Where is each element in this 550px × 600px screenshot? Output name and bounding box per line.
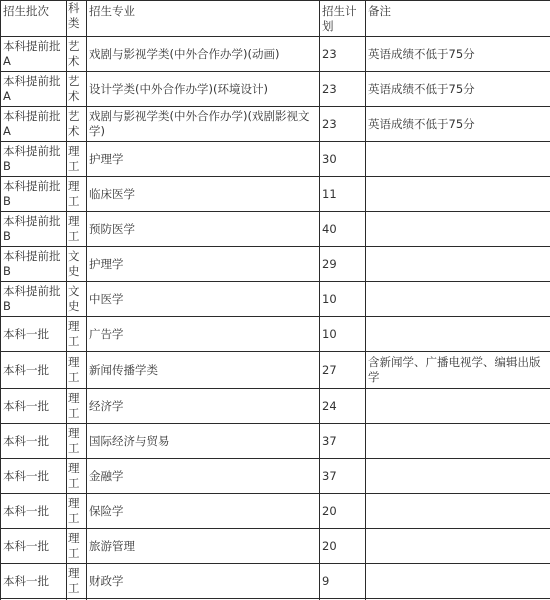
cell-plan: 23 [320, 72, 366, 107]
cell-batch: 本科提前批A [1, 72, 67, 107]
cell-category-text: 理工 [68, 179, 80, 208]
cell-note [366, 317, 550, 352]
cell-note [366, 247, 550, 282]
cell-category [67, 389, 87, 424]
table-row [1, 352, 550, 389]
table-row [1, 247, 550, 282]
cell-category [67, 317, 87, 352]
cell-category [67, 459, 87, 494]
cell-batch: 本科提前批A [1, 37, 67, 72]
cell-major: 保险学 [87, 494, 320, 529]
cell-category-text: 艺术 [68, 74, 80, 103]
cell-category [67, 177, 87, 212]
header-major: 招生专业 [87, 1, 320, 37]
cell-category [67, 212, 87, 247]
cell-plan: 29 [320, 247, 366, 282]
header-category-text: 科类 [68, 1, 80, 30]
cell-plan: 24 [320, 389, 366, 424]
cell-batch: 本科提前批A [1, 107, 67, 142]
cell-plan: 9 [320, 564, 366, 599]
cell-category-text: 理工 [68, 391, 80, 420]
cell-category-text: 理工 [68, 531, 80, 560]
cell-major: 经济学 [87, 389, 320, 424]
table-row [1, 107, 550, 142]
table-row [1, 37, 550, 72]
cell-category-text: 文史 [68, 284, 80, 313]
header-category [67, 1, 87, 37]
table-row [1, 564, 550, 599]
cell-category-text: 理工 [68, 319, 80, 348]
table-row [1, 459, 550, 494]
cell-major: 旅游管理 [87, 529, 320, 564]
header-note: 备注 [366, 1, 550, 37]
cell-batch: 本科一批 [1, 564, 67, 599]
cell-category [67, 564, 87, 599]
header-plan: 招生计划 [320, 1, 366, 37]
cell-major: 护理学 [87, 142, 320, 177]
cell-plan: 27 [320, 352, 366, 389]
cell-batch: 本科提前批B [1, 177, 67, 212]
cell-category-text: 理工 [68, 461, 80, 490]
table-row [1, 494, 550, 529]
cell-category-text: 文史 [68, 249, 80, 278]
table-row [1, 389, 550, 424]
table-row [1, 317, 550, 352]
cell-plan: 23 [320, 107, 366, 142]
cell-category-text: 理工 [68, 566, 80, 595]
cell-batch: 本科一批 [1, 352, 67, 389]
table-row [1, 177, 550, 212]
cell-plan: 20 [320, 494, 366, 529]
table-row [1, 212, 550, 247]
cell-category-text: 艺术 [68, 39, 80, 68]
cell-category [67, 352, 87, 389]
table-row [1, 529, 550, 564]
cell-plan: 37 [320, 424, 366, 459]
table-row [1, 72, 550, 107]
cell-major: 国际经济与贸易 [87, 424, 320, 459]
cell-note [366, 529, 550, 564]
cell-category-text: 理工 [68, 496, 80, 525]
cell-major: 戏剧与影视学类(中外合作办学)(动画) [87, 37, 320, 72]
cell-batch: 本科提前批B [1, 247, 67, 282]
cell-category [67, 424, 87, 459]
cell-category [67, 107, 87, 142]
table-header-row [1, 1, 550, 37]
cell-category [67, 282, 87, 317]
cell-batch: 本科提前批B [1, 142, 67, 177]
cell-note: 英语成绩不低于75分 [366, 37, 550, 72]
cell-note [366, 494, 550, 529]
cell-note [366, 564, 550, 599]
cell-batch: 本科一批 [1, 389, 67, 424]
cell-note [366, 459, 550, 494]
cell-batch: 本科一批 [1, 424, 67, 459]
cell-note [366, 212, 550, 247]
cell-major: 护理学 [87, 247, 320, 282]
cell-category [67, 247, 87, 282]
cell-note [366, 177, 550, 212]
cell-plan: 10 [320, 317, 366, 352]
cell-category-text: 理工 [68, 144, 80, 173]
cell-major: 新闻传播学类 [87, 352, 320, 389]
cell-major: 临床医学 [87, 177, 320, 212]
cell-note [366, 389, 550, 424]
cell-major: 广告学 [87, 317, 320, 352]
cell-note: 英语成绩不低于75分 [366, 72, 550, 107]
cell-note [366, 142, 550, 177]
cell-category-text: 理工 [68, 426, 80, 455]
cell-category [67, 494, 87, 529]
cell-category [67, 37, 87, 72]
cell-note [366, 282, 550, 317]
table-row [1, 142, 550, 177]
cell-major: 中医学 [87, 282, 320, 317]
cell-note: 英语成绩不低于75分 [366, 107, 550, 142]
cell-major: 戏剧与影视学类(中外合作办学)(戏剧影视文学) [87, 107, 320, 142]
cell-batch: 本科一批 [1, 459, 67, 494]
header-batch: 招生批次 [1, 1, 67, 37]
cell-plan: 30 [320, 142, 366, 177]
cell-major: 设计学类(中外合作办学)(环境设计) [87, 72, 320, 107]
cell-plan: 23 [320, 37, 366, 72]
cell-category-text: 理工 [68, 355, 80, 384]
cell-category [67, 72, 87, 107]
cell-category [67, 529, 87, 564]
cell-plan: 20 [320, 529, 366, 564]
cell-note: 含新闻学、广播电视学、编辑出版学 [366, 352, 550, 389]
cell-plan: 37 [320, 459, 366, 494]
cell-major: 预防医学 [87, 212, 320, 247]
cell-plan: 40 [320, 212, 366, 247]
cell-batch: 本科一批 [1, 494, 67, 529]
cell-category [67, 142, 87, 177]
cell-plan: 10 [320, 282, 366, 317]
cell-batch: 本科一批 [1, 317, 67, 352]
cell-plan: 11 [320, 177, 366, 212]
cell-major: 金融学 [87, 459, 320, 494]
cell-batch: 本科一批 [1, 529, 67, 564]
table-body [1, 37, 550, 600]
cell-category-text: 理工 [68, 214, 80, 243]
cell-batch: 本科提前批B [1, 212, 67, 247]
table-row [1, 282, 550, 317]
cell-category-text: 艺术 [68, 109, 80, 138]
table-row [1, 424, 550, 459]
cell-major: 财政学 [87, 564, 320, 599]
cell-note [366, 424, 550, 459]
cell-batch: 本科提前批B [1, 282, 67, 317]
